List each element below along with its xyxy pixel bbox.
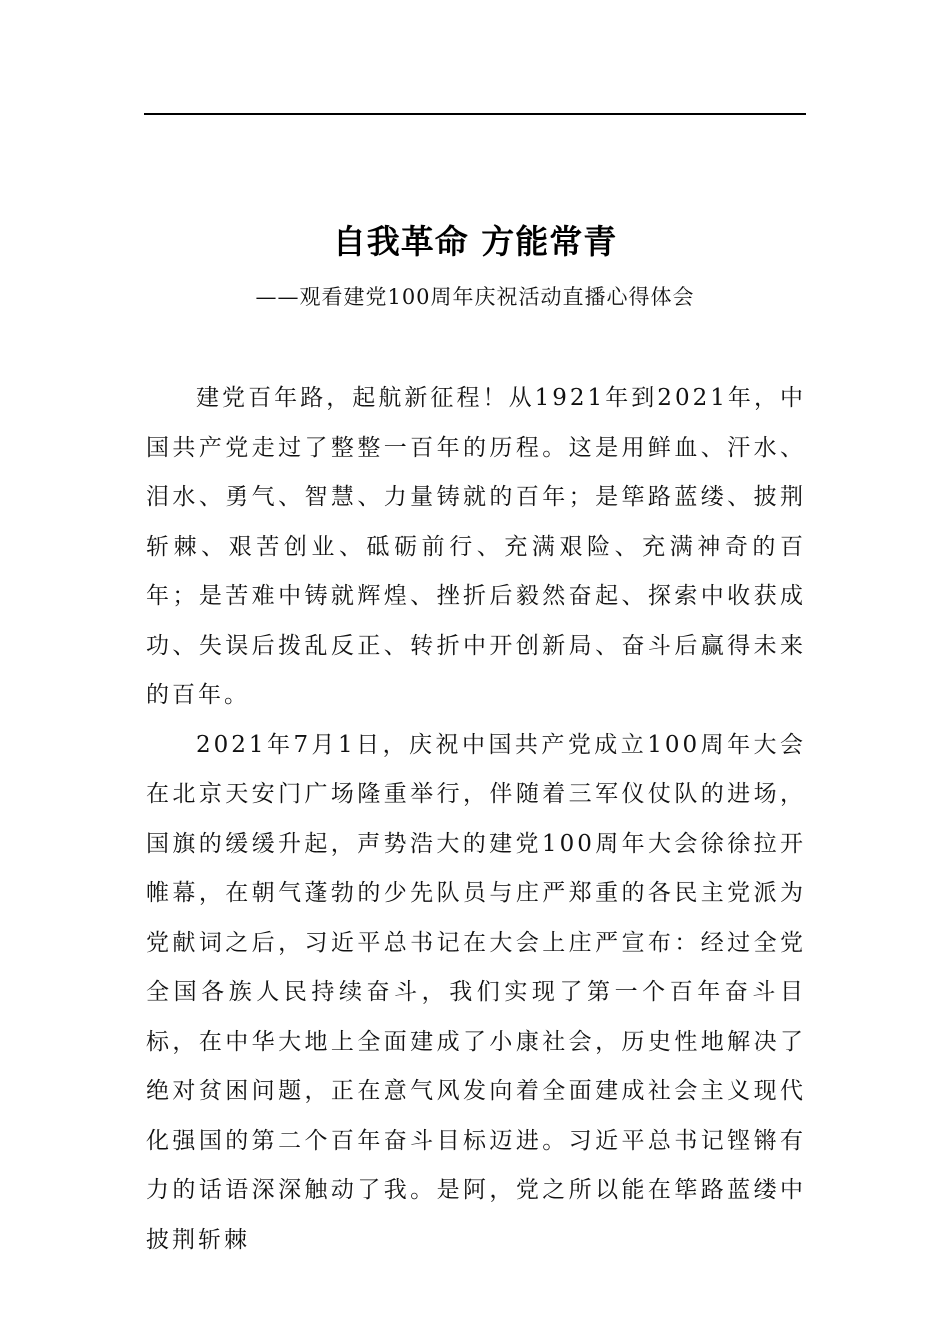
header-rule	[144, 113, 806, 115]
document-title: 自我革命 方能常青	[332, 222, 618, 261]
paragraph-2: 2021年7月1日，庆祝中国共产党成立100周年大会在北京天安门广场隆重举行，伴随着三军仪仗队的进场，国旗的缓缓升起，声势浩大的建党100周年大会徐徐拉开帷幕，在朝气蓬勃的少先队员与庄严郑重的各民主党派为党献词之后，习近平总书记在大会上庄严宣布：经过全党全国各族人民持续奋斗，我们实现了第一个百年奋斗目标，在中华大地上全面建成了小康社会，历史性地解决了绝对贫困问题，正在意气风发向着全面建成社会主义现代化强国的第二个百年奋斗目标迈进。习近平总书记铿锵有力的话语深深触动了我。是阿，党之所以能在筚路蓝缕中披荆斩棘	[146, 731, 806, 1253]
document-body	[146, 374, 806, 1265]
paragraph-1: 建党百年路，起航新征程！从1921年到2021年，中国共产党走过了整整一百年的历程。这是用鲜血、汗水、泪水、勇气、智慧、力量铸就的百年；是筚路蓝缕、披荆斩棘、艰苦创业、砥砺前行、充满艰险、充满神奇的百年；是苦难中铸就辉煌、挫折后毅然奋起、探索中收获成功、失误后拨乱反正、转折中开创新局、奋斗后赢得未来的百年。	[146, 385, 806, 708]
document-subtitle: ——观看建党100周年庆祝活动直播心得体会	[255, 285, 695, 309]
